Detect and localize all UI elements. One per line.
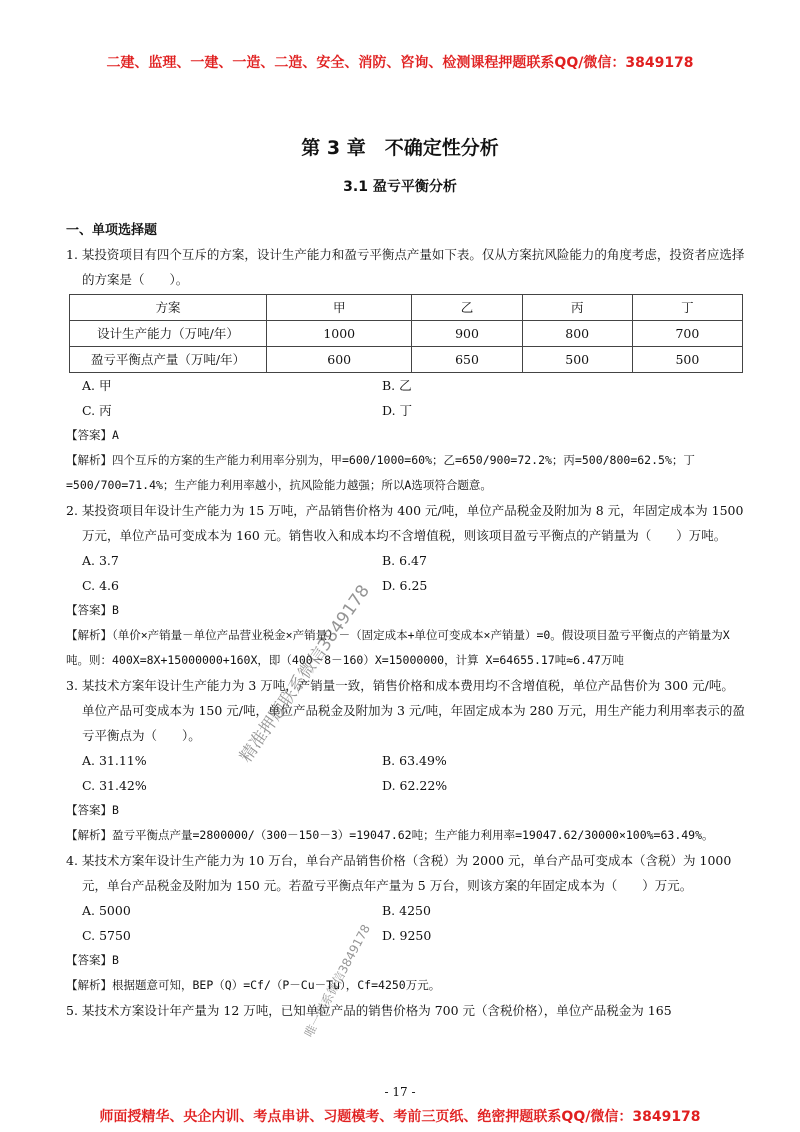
table-cell: 乙 bbox=[412, 295, 522, 321]
footer-banner: 师面授精华、央企内训、考点串讲、习题模考、考前三页纸、绝密押题联系QQ/微信：3849178 bbox=[99, 1109, 701, 1125]
option-c: C. 5750 bbox=[82, 928, 131, 943]
option-b: B. 4250 bbox=[382, 903, 431, 918]
table-row bbox=[70, 321, 743, 347]
option-d: D. 9250 bbox=[382, 928, 432, 943]
chapter-title: 第 3 章 不确定性分析 bbox=[301, 137, 499, 159]
question-3-options-row-2 bbox=[66, 773, 746, 798]
option-a: A. 31.11% bbox=[82, 753, 147, 768]
capacity-table bbox=[69, 294, 743, 373]
question-4-options-row-1 bbox=[66, 898, 746, 923]
option-c: C. 4.6 bbox=[82, 578, 119, 593]
table-header-row bbox=[70, 295, 743, 321]
table-cell: 800 bbox=[522, 321, 632, 347]
question-5-stem: 5. 某技术方案设计年产量为 12 万吨，已知单位产品的销售价格为 700 元（含税价格），单位产品税金为 165 bbox=[66, 1003, 672, 1018]
table-cell: 600 bbox=[267, 347, 412, 373]
question-3-analysis: 【解析】盈亏平衡点产量=2800000/（300－150－3）=19047.62吨；生产能力利用率=19047.62/30000×100%=63.49%。 bbox=[66, 828, 714, 842]
question-2-analysis: 【解析】（单价×产销量－单位产品营业税金×产销量）－（固定成本+单位可变成本×产销量）=0。假设项目盈亏平衡点的产销量为X吨。则：400X=8X+15000000+160X，即（400－8－160）X=15000000，计算 X=64655.17吨≈6.47万吨 bbox=[66, 628, 730, 667]
option-a: A. 3.7 bbox=[82, 553, 119, 568]
option-d: D. 62.22% bbox=[382, 778, 448, 793]
option-b: B. 63.49% bbox=[382, 753, 447, 768]
question-2-options-row-2 bbox=[66, 573, 746, 598]
option-d: D. 6.25 bbox=[382, 578, 428, 593]
table-cell: 甲 bbox=[267, 295, 412, 321]
option-a: A. 5000 bbox=[82, 903, 131, 918]
table-cell: 500 bbox=[522, 347, 632, 373]
table-cell: 650 bbox=[412, 347, 522, 373]
question-content bbox=[66, 242, 746, 1023]
table-cell: 丙 bbox=[522, 295, 632, 321]
question-1-answer: 【答案】A bbox=[66, 428, 119, 442]
table-cell: 设计生产能力（万吨/年） bbox=[70, 321, 267, 347]
table-row bbox=[70, 347, 743, 373]
watermark: 精准押题联系微信3849178 bbox=[236, 581, 374, 767]
question-4-stem: 4. 某技术方案年设计生产能力为 10 万台，单台产品销售价格（含税）为 2000 元，单台产品可变成本（含税）为 1000 元，单台产品税金及附加为 150 元。若盈亏平衡点年产量为 5 万台，则该方案的年固定成本为（ ）万元。 bbox=[66, 853, 732, 893]
option-c: C. 31.42% bbox=[82, 778, 147, 793]
option-d: D. 丁 bbox=[382, 403, 413, 418]
table-cell: 盈亏平衡点产量（万吨/年） bbox=[70, 347, 267, 373]
option-b: B. 6.47 bbox=[382, 553, 427, 568]
question-2-answer: 【答案】B bbox=[66, 603, 119, 617]
question-type-heading: 一、单项选择题 bbox=[66, 223, 158, 238]
question-1-stem: 1. 某投资项目有四个互斥的方案，设计生产能力和盈亏平衡点产量如下表。仅从方案抗风险能力的角度考虑，投资者应选择的方案是（ ）。 bbox=[66, 247, 745, 287]
table-cell: 700 bbox=[632, 321, 742, 347]
section-title: 3.1 盈亏平衡分析 bbox=[343, 179, 457, 195]
question-3-stem: 3. 某技术方案年设计生产能力为 3 万吨，产销量一致，销售价格和成本费用均不含增值税，单位产品售价为 300 元/吨。单位产品可变成本为 150 元/吨，单位产品税金及附加为 3 元/吨，年固定成本为 280 万元，用生产能力利用率表示的盈亏平衡点为（ ）。 bbox=[66, 678, 745, 743]
question-4-analysis: 【解析】根据题意可知，BEP（Q）=Cf/（P－Cu－Tu），Cf=4250万元。 bbox=[66, 978, 441, 992]
question-2-stem: 2. 某投资项目年设计生产能力为 15 万吨，产品销售价格为 400 元/吨，单位产品税金及附加为 8 元，年固定成本为 1500 万元，单位产品可变成本为 160 元。销售收入和成本均不含增值税，则该项目盈亏平衡点的产销量为（ ）万吨。 bbox=[66, 503, 744, 543]
question-1-options-row-1 bbox=[66, 373, 746, 398]
page-number: - 17 - bbox=[384, 1085, 416, 1099]
header-banner: 二建、监理、一建、一造、二造、安全、消防、咨询、检测课程押题联系QQ/微信：3849178 bbox=[106, 55, 694, 71]
question-4-options-row-2 bbox=[66, 923, 746, 948]
question-4-answer: 【答案】B bbox=[66, 953, 119, 967]
question-3-answer: 【答案】B bbox=[66, 803, 119, 817]
table-cell: 500 bbox=[632, 347, 742, 373]
question-1-options-row-2 bbox=[66, 398, 746, 423]
table-cell: 900 bbox=[412, 321, 522, 347]
question-2-options-row-1 bbox=[66, 548, 746, 573]
watermark: 唯一联系微信3849178 bbox=[301, 922, 374, 1040]
option-b: B. 乙 bbox=[382, 378, 412, 393]
option-c: C. 丙 bbox=[82, 403, 112, 418]
question-1-analysis: 【解析】四个互斥的方案的生产能力利用率分别为，甲=600/1000=60%；乙=650/900=72.2%；丙=500/800=62.5%；丁=500/700=71.4%；生产能力利用率越小，抗风险能力越强；所以A选项符合题意。 bbox=[66, 453, 695, 492]
table-cell: 1000 bbox=[267, 321, 412, 347]
table-cell: 方案 bbox=[70, 295, 267, 321]
table-cell: 丁 bbox=[632, 295, 742, 321]
option-a: A. 甲 bbox=[82, 378, 112, 393]
question-3-options-row-1 bbox=[66, 748, 746, 773]
